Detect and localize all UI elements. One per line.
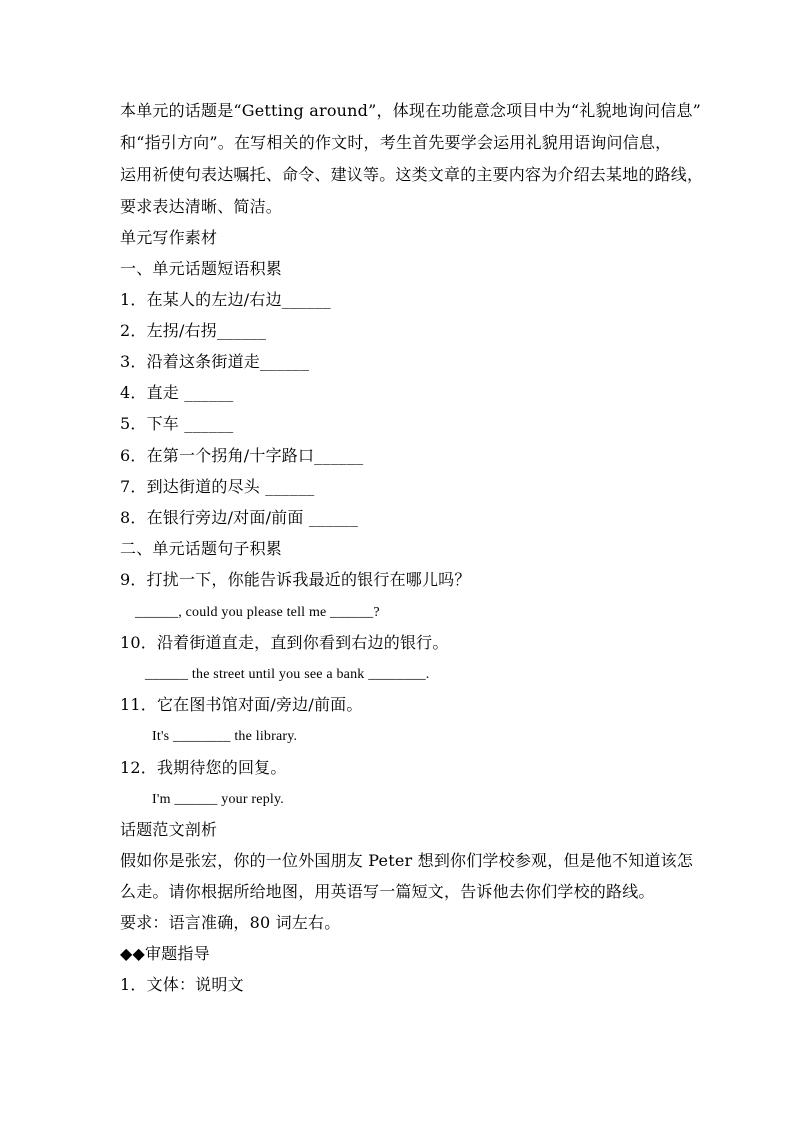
phrase-item: 6．在第一个拐角/十字路口______ [120,446,364,465]
phrase-item: 5．下车 ______ [120,414,234,433]
phrase-item: 4．直走 ______ [120,383,234,402]
section-heading-material: 单元写作素材 [120,228,218,247]
task-line-2: 么走。请你根据所给地图，用英语写一篇短文，告诉他去你们学校的路线。 [120,882,655,901]
task-line-3: 要求：语言准确，80 词左右。 [120,913,341,932]
phrase-item: 1．在某人的左边/右边______ [120,290,331,309]
sentence-cn: 9．打扰一下，你能告诉我最近的银行在哪儿吗？ [120,570,471,589]
sentence-cn: 12．我期待您的回复。 [120,758,287,777]
phrase-item: 7．到达街道的尽头 ______ [120,477,315,496]
sentence-cn: 11．它在图书馆对面/旁边/前面。 [120,695,363,714]
sentence-en: I'm ______ your reply. [152,792,284,807]
guide-item: 1．文体：说明文 [120,975,244,994]
sentence-en: ______ the street until you see a bank ________. [145,667,430,682]
intro-line-3: 运用祈使句表达嘱托、命令、建议等。这类文章的主要内容为介绍去某地的路线， [120,165,704,184]
intro-line-2: 和“指引方向”。在写相关的作文时，考生首先要学会运用礼貌用语询问信息， [120,133,672,152]
sentence-en: ______, could you please tell me ______? [135,605,380,620]
section-heading-sentences: 二、单元话题句子积累 [120,539,283,558]
phrase-item: 8．在银行旁边/对面/前面 ______ [120,508,359,527]
phrase-item: 3．沿着这条街道走______ [120,352,310,371]
guide-heading: ◆◆审题指导 [120,944,210,963]
intro-line-1: 本单元的话题是“Getting around”，体现在功能意念项目中为“礼貌地询问信息” [120,101,702,120]
sentence-en: It's ________ the library. [152,729,298,744]
phrase-item: 2．左拐/右拐______ [120,321,267,340]
section-heading-sample: 话题范文剖析 [120,820,218,839]
intro-line-4: 要求表达清晰、简洁。 [120,197,283,216]
section-heading-phrases: 一、单元话题短语积累 [120,259,283,278]
sentence-cn: 10．沿着街道直走，直到你看到右边的银行。 [120,633,449,652]
task-line-1: 假如你是张宏，你的一位外国朋友 Peter 想到你们学校参观，但是他不知道该怎 [120,851,694,870]
